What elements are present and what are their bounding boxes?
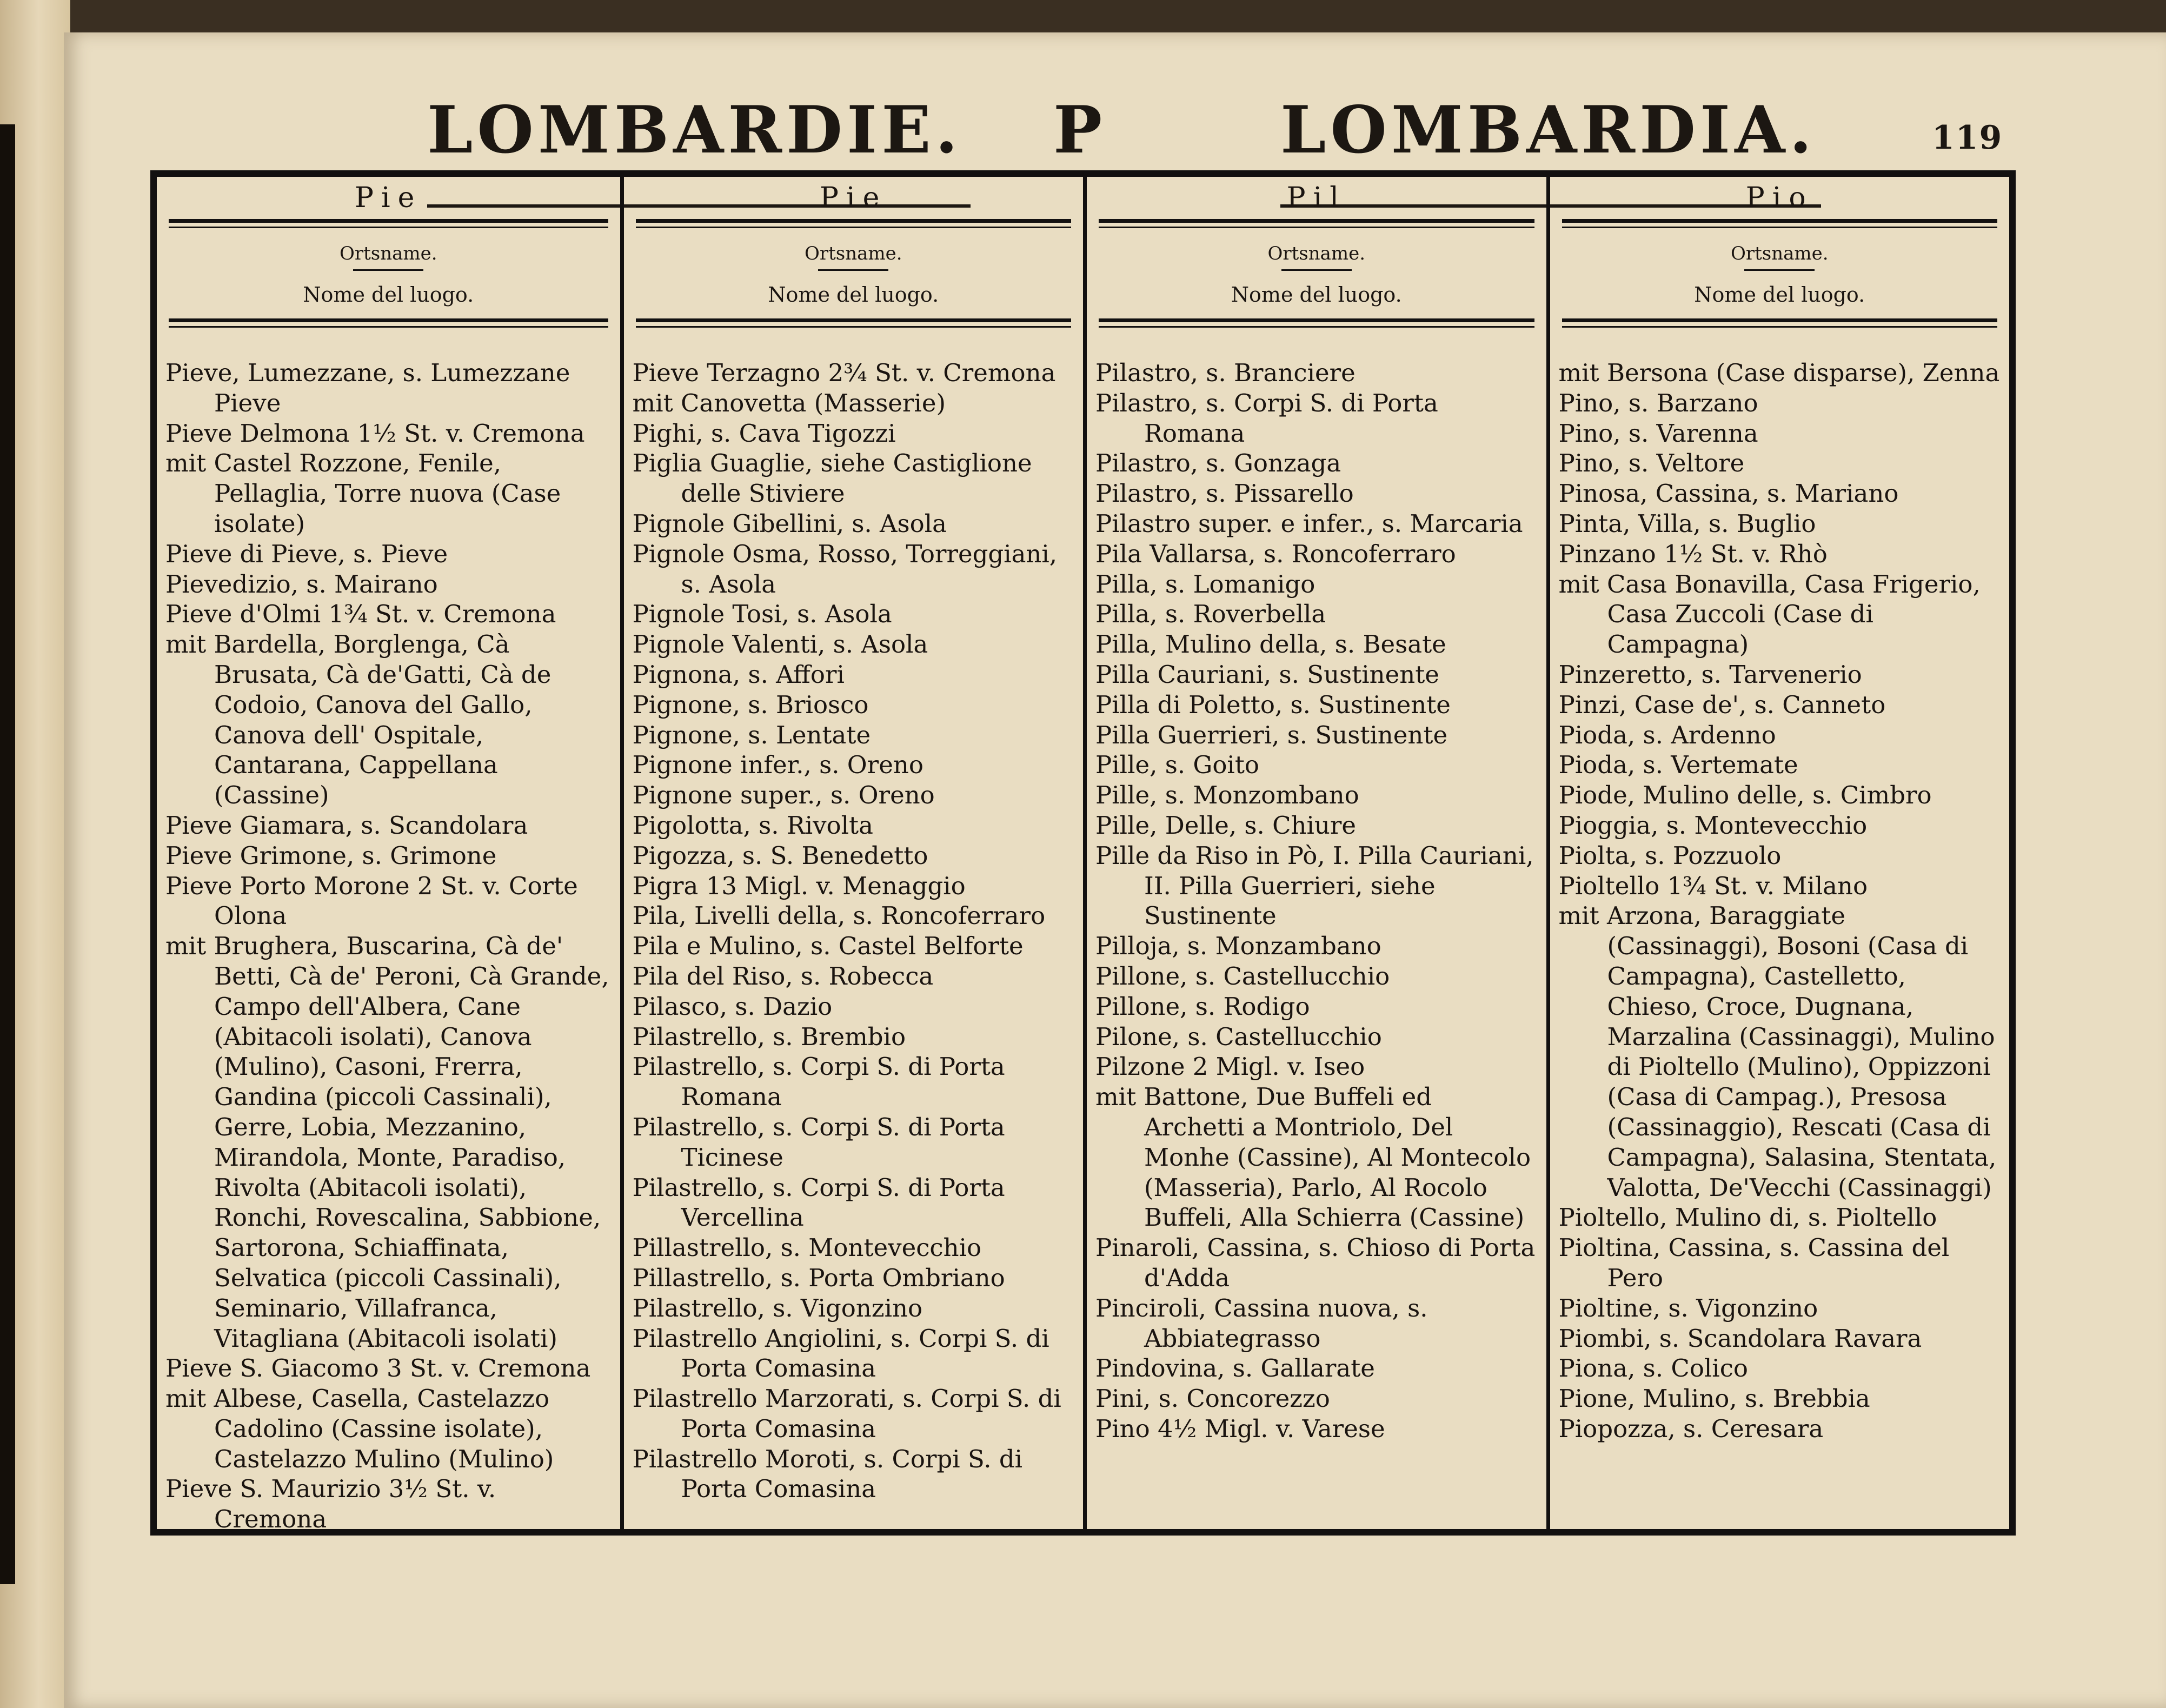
list-item: Pioltine, s. Vigonzino (1558, 1293, 1818, 1322)
list-item: Pino, s. Veltore (1558, 449, 1745, 478)
column-heading: Pio (1745, 182, 1813, 214)
list-item: Pila, Livelli della, s. Roncoferraro (632, 901, 1046, 931)
header-title-german: LOMBARDIE. (427, 92, 962, 168)
column-divider (1099, 318, 1534, 328)
entry-list (165, 358, 612, 1534)
list-item: Pilastrello, s. Corpi S. di Porta Romana (632, 1052, 1005, 1112)
list-item: Pieve Terzagno 2¾ St. v. Cremona (632, 358, 1056, 387)
list-item: Pilastrello, s. Corpi S. di Porta Ticinese (632, 1112, 1005, 1172)
list-item: Pignone, s. Lentate (632, 720, 871, 749)
book-page (64, 32, 2166, 1708)
list-item: Pille, s. Goito (1095, 750, 1260, 780)
list-item: Pioggia, s. Montevecchio (1558, 810, 1868, 840)
list-item: Pini, s. Concorezzo (1095, 1384, 1330, 1413)
list-item: Pille, s. Monzombano (1095, 781, 1359, 810)
list-item: Pieve d'Olmi 1¾ St. v. Cremona (165, 600, 556, 629)
column-label-italian: Nome del luogo. (303, 283, 474, 307)
list-item: Pighi, s. Cava Tigozzi (632, 418, 896, 448)
column-1 (157, 177, 620, 1534)
list-item: Pignole Gibellini, s. Asola (632, 509, 947, 538)
list-item: Pioda, s. Vertemate (1558, 750, 1798, 780)
list-item: Pilla Cauriani, s. Sustinente (1095, 660, 1439, 689)
column-heading: Pil (1286, 182, 1346, 214)
list-item: Pieve, Lumezzane, s. Lumezzane Pieve (165, 358, 570, 417)
list-item: Pinciroli, Cassina nuova, s. Abbiategrasso (1095, 1293, 1428, 1353)
column-divider (169, 318, 608, 328)
list-item: Pinzeretto, s. Tarvenerio (1558, 660, 1862, 689)
column-2 (620, 177, 1084, 1529)
list-item: Pignole Tosi, s. Asola (632, 600, 892, 629)
list-item: Pigra 13 Migl. v. Menaggio (632, 871, 966, 900)
column-label-german: Ortsname. (804, 243, 902, 264)
list-item: Pinosa, Cassina, s. Mariano (1558, 479, 1899, 508)
list-item: Pignole Osma, Rosso, Torreggiani, s. Asola (632, 539, 1058, 599)
list-item: Pinzano 1½ St. v. Rhò (1558, 539, 1828, 568)
list-item: Pignone infer., s. Oreno (632, 750, 923, 780)
column-label-german: Ortsname. (1730, 243, 1829, 264)
list-item: Pilastrello Angiolini, s. Corpi S. di Porta Comasina (632, 1324, 1049, 1383)
list-item: Pieve Delmona 1½ St. v. Cremona (165, 418, 585, 448)
column-divider (636, 219, 1072, 228)
list-item: mit Bardella, Borglenga, Cà Brusata, Cà de'Gatti, Cà de Codoio, Canova del Gallo, Canova dell' Ospitale, Cantarana, Cappellana (Cassine) (165, 630, 552, 810)
column-label-italian: Nome del luogo. (1694, 283, 1865, 307)
column-divider (1562, 318, 1998, 328)
list-item: Pilastrello Moroti, s. Corpi S. di Porta Comasina (632, 1444, 1023, 1504)
list-item: Pilla di Poletto, s. Sustinente (1095, 690, 1451, 719)
column-divider (169, 219, 608, 228)
column-label-italian: Nome del luogo. (1231, 283, 1402, 307)
list-item: Piolta, s. Pozzuolo (1558, 841, 1782, 870)
list-item: Pilastrello, s. Brembio (632, 1022, 906, 1051)
list-item: Pinaroli, Cassina, s. Chioso di Porta d'Adda (1095, 1233, 1536, 1292)
list-item: mit Battone, Due Buffeli ed Archetti a Montriolo, Del Monhe (Cassine), Al Montecolo (Masseria), Parlo, Al Rocolo Buffeli, Alla Schierra (Cassine) (1095, 1082, 1531, 1232)
list-item: mit Arzona, Baraggiate (Cassinaggi), Bosoni (Casa di Campagna), Castelletto, Chieso, Croce, Dugnana, Marzalina (Cassinaggi), Mulino di Pioltello (Mulino), Oppizzoni (Casa di Campag.), Presosa (Cassinaggio), Rescati (Casa di Campagna), Salasina, Stentata, Valotta, De'Vecchi (Cassinaggi) (1558, 901, 1997, 1202)
list-item: Pille, Delle, s. Chiure (1095, 810, 1357, 840)
list-item: Pignole Valenti, s. Asola (632, 630, 928, 659)
list-item: mit Castel Rozzone, Fenile, Pellaglia, Torre nuova (Case isolate) (165, 449, 561, 538)
list-item: Pione, Mulino, s. Brebbia (1558, 1384, 1870, 1413)
list-item: Pilzone 2 Migl. v. Iseo (1095, 1052, 1365, 1081)
list-item: Pignone super., s. Oreno (632, 781, 935, 810)
list-item: Pillastrello, s. Montevecchio (632, 1233, 982, 1262)
list-item: Pilastrello, s. Corpi S. di Porta Vercellina (632, 1173, 1005, 1232)
list-item: Pieve S. Maurizio 3½ St. v. Cremona (165, 1474, 496, 1534)
list-item: mit Bersona (Case disparse), Zenna (1558, 358, 2000, 387)
list-item: Pilastrello Marzorati, s. Corpi S. di Porta Comasina (632, 1384, 1061, 1443)
column-3 (1083, 177, 1546, 1529)
list-item: mit Casa Bonavilla, Casa Frigerio, Casa Zuccoli (Case di Campagna) (1558, 569, 1981, 659)
column-label-german: Ortsname. (339, 243, 437, 264)
list-item: Pino, s. Barzano (1558, 388, 1758, 417)
list-item: Pilla, s. Lomanigo (1095, 569, 1315, 599)
list-item: mit Albese, Casella, Castelazzo Cadolino (Cassine isolate), Castelazzo Mulino (Mulino) (165, 1384, 554, 1473)
list-item: Pieve S. Giacomo 3 St. v. Cremona (165, 1354, 591, 1383)
header-section-letter: P (1053, 92, 1107, 168)
list-item: Pila Vallarsa, s. Roncoferraro (1095, 539, 1456, 568)
index-table (150, 170, 2016, 1536)
header-title-italian: LOMBARDIA. (1280, 92, 1817, 168)
column-divider (636, 318, 1072, 328)
column-4 (1546, 177, 2010, 1529)
list-item: Pino, s. Varenna (1558, 418, 1758, 448)
list-item: Pillone, s. Rodigo (1095, 992, 1310, 1021)
list-item: Piglia Guaglie, siehe Castiglione delle Stiviere (632, 449, 1032, 508)
list-item: mit Canovetta (Masserie) (632, 388, 946, 417)
column-heading: Pie (820, 182, 887, 214)
list-item: Pilastro super. e infer., s. Marcaria (1095, 509, 1523, 538)
list-item: Pieve Porto Morone 2 St. v. Corte Olona (165, 871, 578, 931)
list-item: Pilasco, s. Dazio (632, 992, 833, 1021)
list-item: Pilastro, s. Branciere (1095, 358, 1356, 387)
column-label-german: Ortsname. (1267, 243, 1366, 264)
list-item: Pillastrello, s. Porta Ombriano (632, 1263, 1005, 1292)
list-item: Pillone, s. Castellucchio (1095, 961, 1390, 991)
entry-list (1559, 358, 2001, 1444)
list-item: Pioltello 1¾ St. v. Milano (1558, 871, 1868, 900)
list-item: Piona, s. Colico (1558, 1354, 1748, 1383)
list-item: Pioda, s. Ardenno (1558, 720, 1776, 749)
list-item: Pievedizio, s. Mairano (165, 569, 438, 599)
column-heading: Pie (355, 182, 422, 214)
list-item: Pilla Guerrieri, s. Sustinente (1095, 720, 1448, 749)
page-number: 119 (1932, 119, 2003, 157)
list-item: Pille da Riso in Pò, I. Pilla Cauriani, II. Pilla Guerrieri, siehe Sustinente (1095, 841, 1534, 931)
list-item: Pigozza, s. S. Benedetto (632, 841, 928, 870)
entry-list (633, 358, 1075, 1504)
list-item: Pignone, s. Briosco (632, 690, 869, 719)
list-item: mit Brughera, Buscarina, Cà de' Betti, Cà de' Peroni, Cà Grande, Campo dell'Albera, Cane (Abitacoli isolati), Canova (Mulino), Casoni, Frerra, Gandina (piccoli Cassinali), Gerre, Lobia, Mezzanino, Mirandola, Monte, Paradiso, Rivolta (Abitacoli isolati), Ronchi, Rovescalina, Sabbione, Sartorona, Schiaffinata, Selvatica (piccoli Cassinali), Seminario, Villafranca, Vitagliana (Abitacoli isolati) (165, 932, 609, 1353)
entry-list (1095, 358, 1538, 1444)
list-item: Pino 4½ Migl. v. Varese (1095, 1414, 1385, 1443)
list-item: Pioltello, Mulino di, s. Pioltello (1558, 1203, 1937, 1232)
column-divider (1562, 219, 1998, 228)
list-item: Pilastrello, s. Vigonzino (632, 1293, 923, 1322)
list-item: Pilastro, s. Pissarello (1095, 479, 1354, 508)
list-item: Pignona, s. Affori (632, 660, 845, 689)
list-item: Pila e Mulino, s. Castel Belforte (632, 932, 1024, 961)
list-item: Piode, Mulino delle, s. Cimbro (1558, 781, 1932, 810)
list-item: Pilla, s. Roverbella (1095, 600, 1326, 629)
list-item: Pinzi, Case de', s. Canneto (1558, 690, 1886, 719)
list-item: Pilastro, s. Gonzaga (1095, 449, 1341, 478)
list-item: Pigolotta, s. Rivolta (632, 810, 873, 840)
list-item: Pilastro, s. Corpi S. di Porta Romana (1095, 388, 1438, 448)
list-item: Pieve di Pieve, s. Pieve (165, 539, 448, 568)
list-item: Pila del Riso, s. Robecca (632, 961, 934, 991)
list-item: Piopozza, s. Ceresara (1558, 1414, 1824, 1443)
list-item: Pindovina, s. Gallarate (1095, 1354, 1375, 1383)
column-divider (1099, 219, 1534, 228)
list-item: Pioltina, Cassina, s. Cassina del Pero (1558, 1233, 1950, 1292)
list-item: Pilloja, s. Monzambano (1095, 932, 1381, 961)
list-item: Piombi, s. Scandolara Ravara (1558, 1324, 1922, 1353)
list-item: Pieve Giamara, s. Scandolara (165, 810, 528, 840)
list-item: Pinta, Villa, s. Buglio (1558, 509, 1816, 538)
list-item: Pilone, s. Castellucchio (1095, 1022, 1382, 1051)
list-item: Pilla, Mulino della, s. Besate (1095, 630, 1446, 659)
list-item: Pieve Grimone, s. Grimone (165, 841, 497, 870)
book-spine (0, 124, 15, 1584)
column-label-italian: Nome del luogo. (768, 283, 939, 307)
